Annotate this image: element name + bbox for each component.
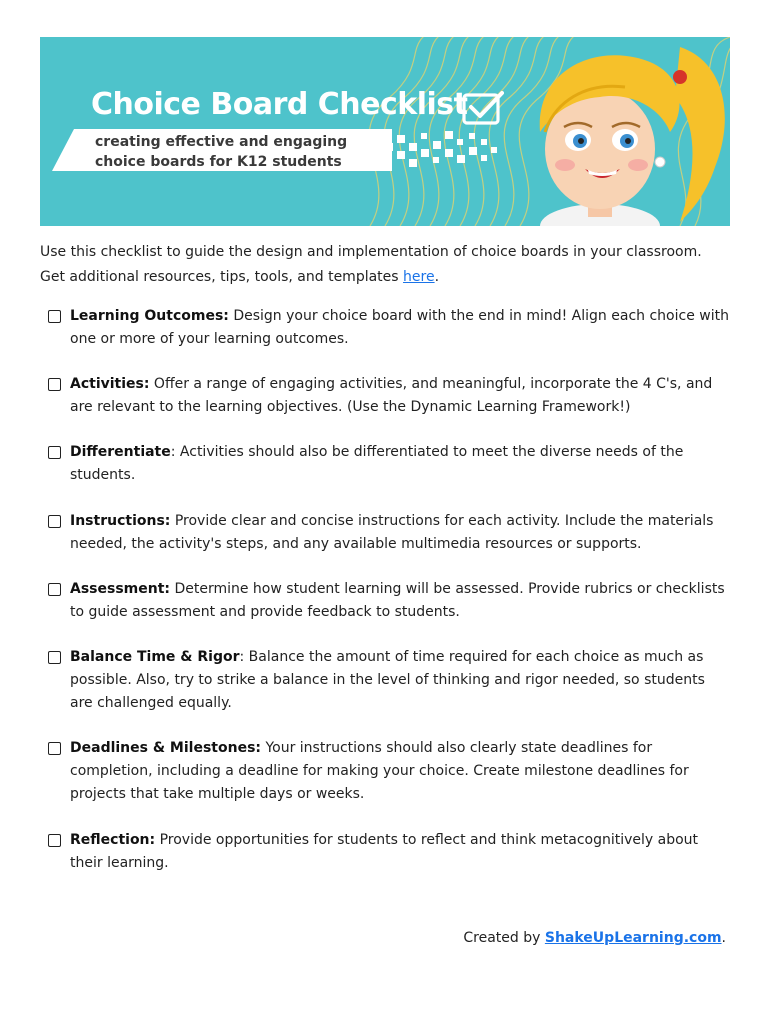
- checklist-item-text: [70, 305, 730, 351]
- checklist-item-description: : Balance the amount of time required for each choice as much as possible. Also, try to strike a balance in the level of thinking and rigor needed, so students are challenged equally.: [70, 649, 705, 711]
- checkbox[interactable]: [48, 742, 61, 755]
- checkbox[interactable]: [48, 834, 61, 847]
- intro-paragraph: [40, 240, 730, 290]
- checklist-item-description: Your instructions should also clearly state deadlines for completion, including a deadline for making your choice. Create milestone deadlines for projects that take multiple days or weeks.: [70, 740, 689, 802]
- footer-credit: [463, 930, 726, 946]
- checkbox[interactable]: [48, 651, 61, 664]
- checklist-item-description: Design your choice board with the end in mind! Align each choice with one or more of your learning outcomes.: [70, 308, 729, 347]
- checkbox[interactable]: [48, 583, 61, 596]
- header-banner: [40, 37, 730, 226]
- checklist-item-label: Differentiate: [70, 444, 171, 460]
- checklist-item-label: Reflection:: [70, 832, 156, 848]
- resources-link[interactable]: here: [403, 269, 435, 285]
- checklist-item-label: Learning Outcomes:: [70, 308, 229, 324]
- checklist-item-label: Balance Time & Rigor: [70, 649, 240, 665]
- checklist-item-label: Activities:: [70, 376, 150, 392]
- checkbox-checked-icon: [462, 91, 504, 125]
- cartoon-teacher-illustration: [510, 37, 730, 226]
- checkbox[interactable]: [48, 446, 61, 459]
- checklist-item-description: : Activities should also be differentiated to meet the diverse needs of the students.: [70, 444, 684, 483]
- checkbox[interactable]: [48, 378, 61, 391]
- banner-title: Choice Board Checklist: [91, 87, 468, 122]
- checklist-item-text: [70, 737, 730, 806]
- subtitle-line-1: creating effective and engaging: [95, 134, 348, 150]
- checklist-item-description: Offer a range of engaging activities, and meaningful, incorporate the 4 C's, and are relevant to the learning objectives. (Use the Dynamic Learning Framework!): [70, 376, 713, 415]
- checklist-item-label: Deadlines & Milestones:: [70, 740, 261, 756]
- checklist-item-text: [70, 373, 730, 419]
- checklist-item-description: Provide clear and concise instructions for each activity. Include the materials needed, the activity's steps, and any available multimedia resources or supports.: [70, 513, 714, 552]
- checklist-item-label: Assessment:: [70, 581, 171, 597]
- checklist-item-text: [70, 646, 730, 715]
- banner-subtitle: [95, 132, 347, 172]
- checklist-item-text: [70, 829, 730, 875]
- checklist-item-text: [70, 510, 730, 556]
- checklist-item-label: Instructions:: [70, 513, 171, 529]
- checklist-item-description: Provide opportunities for students to reflect and think metacognitively about their learning.: [70, 832, 699, 871]
- checkbox[interactable]: [48, 310, 61, 323]
- intro-text: Use this checklist to guide the design and implementation of choice boards in your classroom. Get additional resources, tips, tools, and templates: [40, 244, 702, 285]
- pixel-pattern-decoration: [385, 129, 500, 169]
- footer-prefix: Created by: [463, 930, 545, 946]
- checklist-item-text: [70, 578, 730, 624]
- checklist-item-text: [70, 441, 730, 487]
- footer-suffix: .: [721, 930, 726, 946]
- intro-trailing: .: [434, 269, 440, 285]
- shakeuplearning-link[interactable]: ShakeUpLearning.com: [544, 930, 722, 946]
- checklist-item-description: Determine how student learning will be assessed. Provide rubrics or checklists to guide assessment and provide feedback to students.: [70, 581, 725, 620]
- subtitle-line-2: choice boards for K12 students: [95, 154, 342, 170]
- checkbox[interactable]: [48, 515, 61, 528]
